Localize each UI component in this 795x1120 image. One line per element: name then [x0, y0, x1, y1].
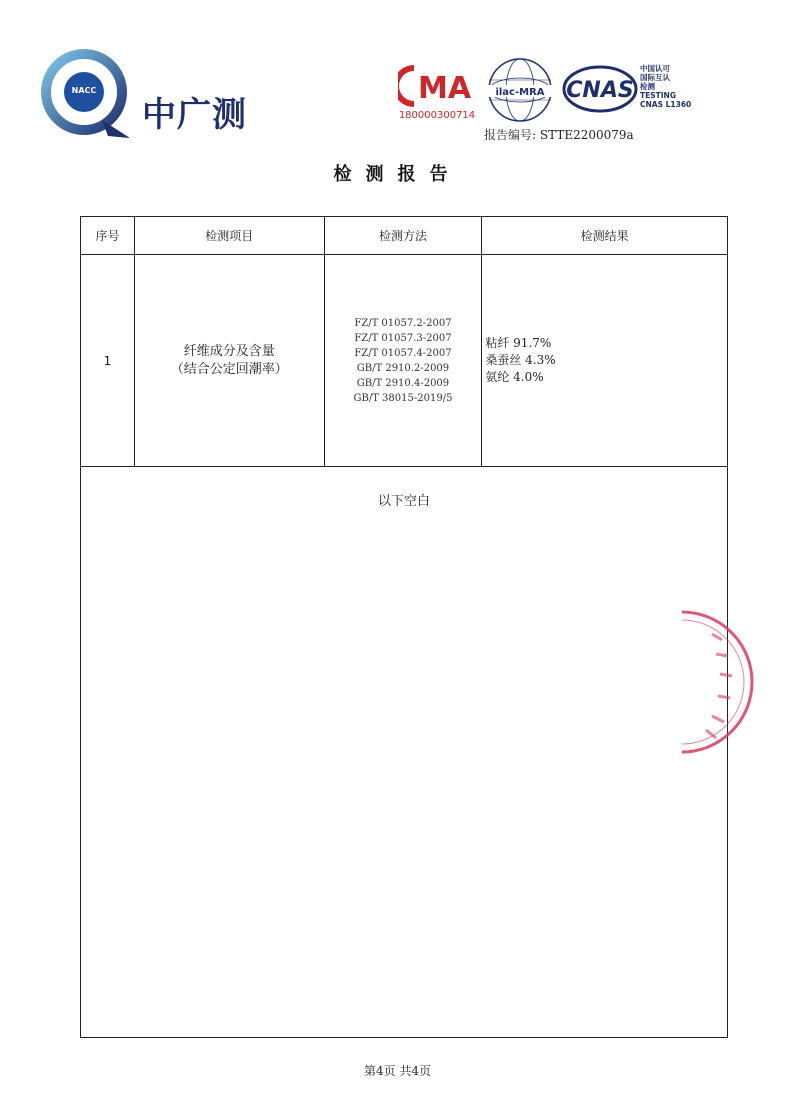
page-number: 第4页 共4页 — [363, 1064, 432, 1078]
method-line: FZ/T 01057.2-2007 — [354, 317, 452, 329]
cma-number: 180000300714 — [398, 110, 476, 121]
header-no: 序号 — [81, 217, 135, 255]
result-line: 桑蚕丝 4.3% — [485, 353, 556, 367]
row-results — [482, 255, 728, 467]
svg-text:MA: MA — [418, 71, 472, 106]
table-header-row — [81, 217, 728, 255]
method-line: GB/T 2910.2-2009 — [356, 362, 450, 374]
cnas-caption-line: TESTING — [640, 91, 676, 100]
official-seal-stamp — [682, 604, 762, 760]
svg-text:ilac-MRA: ilac-MRA — [495, 87, 545, 98]
row-item — [134, 255, 324, 467]
method-line: GB/T 2910.4-2009 — [356, 377, 450, 389]
row-no: 1 — [81, 255, 135, 467]
table-row — [81, 255, 728, 467]
nacc-badge-text: NACC — [71, 86, 97, 95]
cnas-caption — [640, 64, 700, 109]
method-line: GB/T 38015-2019/5 — [353, 392, 453, 404]
ilac-mra-mark — [486, 56, 554, 124]
document-title: 检测报告 — [333, 164, 462, 185]
report-number — [484, 126, 634, 143]
cma-mark — [398, 64, 476, 128]
cma-logo-icon — [398, 64, 476, 108]
cnas-caption-line: 检测 — [640, 82, 655, 91]
nacc-logo — [38, 48, 278, 140]
header-method: 检测方法 — [324, 217, 482, 255]
report-number-label: 报告编号: — [484, 128, 537, 142]
method-line: FZ/T 01057.3-2007 — [354, 332, 452, 344]
row-methods — [324, 255, 482, 467]
cnas-caption-line: 中国认可 — [640, 64, 670, 73]
blank-below-note: 以下空白 — [377, 494, 430, 509]
item-name: 纤维成分及含量 — [183, 343, 275, 359]
cnas-caption-line: 国际互认 — [640, 73, 670, 82]
logo-text: 中广测 — [142, 95, 247, 135]
item-note: （结合公定回潮率） — [170, 361, 288, 377]
cnas-mark — [562, 64, 638, 114]
result-line: 氨纶 4.0% — [485, 370, 544, 384]
result-line: 粘纤 91.7% — [485, 336, 552, 350]
ilac-globe-icon — [486, 56, 554, 124]
cnas-caption-line: CNAS L1360 — [640, 100, 692, 109]
method-line: FZ/T 01057.4-2007 — [354, 347, 452, 359]
cnas-logo-icon — [562, 64, 638, 114]
header-item: 检测项目 — [134, 217, 324, 255]
results-table — [80, 216, 728, 467]
svg-text:CNAS: CNAS — [566, 78, 634, 103]
report-number-value: STTE2200079a — [539, 128, 634, 142]
header-result: 检测结果 — [482, 217, 728, 255]
